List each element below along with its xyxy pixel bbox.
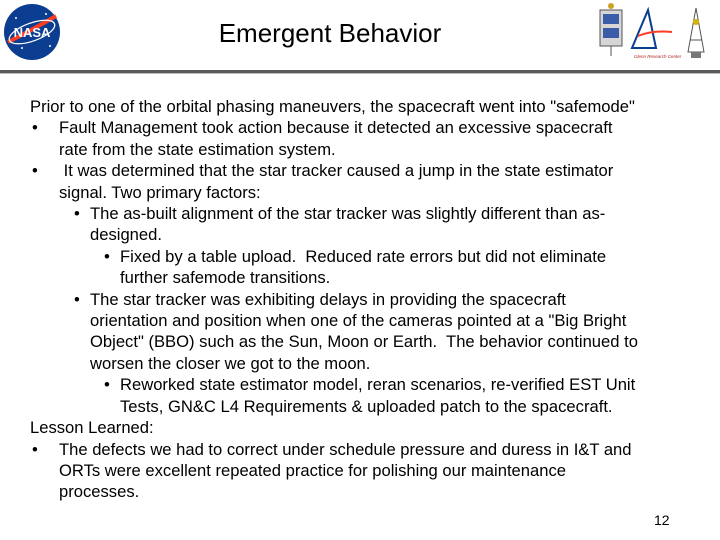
body-line-text: Fixed by a table upload. Reduced rate errors but did not eliminate: [120, 246, 607, 266]
body-line: [30, 396, 710, 417]
body-line-text: signal. Two primary factors:: [59, 182, 261, 202]
bullet-glyph: •: [74, 289, 80, 309]
body-line-text: The as-built alignment of the star tracker was slightly different than as-: [90, 204, 606, 224]
page-number: 12: [654, 512, 670, 528]
body-line: [30, 417, 710, 438]
spacecraft-icon: [600, 3, 622, 56]
body-line: [30, 331, 710, 352]
body-line-text: The defects we had to correct under schedule pressure and duress in I&T and: [59, 439, 632, 459]
body-line-text: It was determined that the star tracker caused a jump in the state estimator: [59, 161, 614, 181]
mission-logos: [592, 2, 717, 64]
body-line-text: rate from the state estimation system.: [59, 139, 336, 159]
bullet-glyph: •: [104, 246, 110, 266]
bullet-item: [30, 374, 710, 395]
body-line-text: Object" (BBO) such as the Sun, Moon or Earth. The behavior continued to: [90, 332, 638, 352]
body-line: [30, 182, 710, 203]
body-line: [30, 139, 710, 160]
body-line-text: further safemode transitions.: [120, 268, 331, 288]
center-logo-text: Glenn Research Center: [634, 54, 682, 59]
slide-header: [0, 0, 720, 70]
bullet-item: [30, 289, 710, 310]
rover-icon: [688, 8, 704, 58]
slide-body: [30, 96, 710, 503]
body-line-text: processes.: [59, 482, 140, 502]
body-line-text: Tests, GN&C L4 Requirements & uploaded patch to the spacecraft.: [120, 396, 613, 416]
body-line-text: ORTs were excellent repeated practice for polishing our maintenance: [59, 460, 566, 480]
nasa-logo-text: NASA: [13, 25, 51, 40]
bullet-glyph: •: [32, 439, 38, 459]
body-line: [30, 310, 710, 331]
bullet-item: [30, 439, 710, 460]
bullet-item: [30, 203, 710, 224]
body-line: [30, 267, 710, 288]
bullet-item: [30, 117, 710, 138]
bullet-glyph: •: [32, 161, 38, 181]
body-line-text: worsen the closer we got to the moon.: [90, 353, 371, 373]
header-rule-shadow: [0, 73, 720, 74]
body-line: [30, 224, 710, 245]
body-line-text: Fault Management took action because it detected an excessive spacecraft: [59, 118, 613, 138]
body-line-text: Lesson Learned:: [30, 418, 154, 438]
body-line-text: designed.: [90, 225, 162, 245]
bullet-glyph: •: [104, 375, 110, 395]
body-line-text: Prior to one of the orbital phasing maneuvers, the spacecraft went into "safemode": [30, 97, 635, 116]
body-line-text: Reworked state estimator model, reran scenarios, re-verified EST Unit: [120, 375, 636, 395]
body-line: [30, 96, 710, 117]
bullet-glyph: •: [74, 204, 80, 224]
bullet-item: [30, 246, 710, 267]
bullet-glyph: •: [32, 118, 38, 138]
slide-title: Emergent Behavior: [218, 18, 442, 48]
body-line: [30, 481, 710, 502]
body-line: [30, 353, 710, 374]
body-line-text: The star tracker was exhibiting delays in providing the spacecraft: [90, 289, 566, 309]
center-logo-icon: [632, 10, 682, 59]
body-line: [30, 460, 710, 481]
bullet-item: [30, 160, 710, 181]
body-line-text: orientation and position when one of the cameras pointed at a "Big Bright: [90, 311, 627, 331]
